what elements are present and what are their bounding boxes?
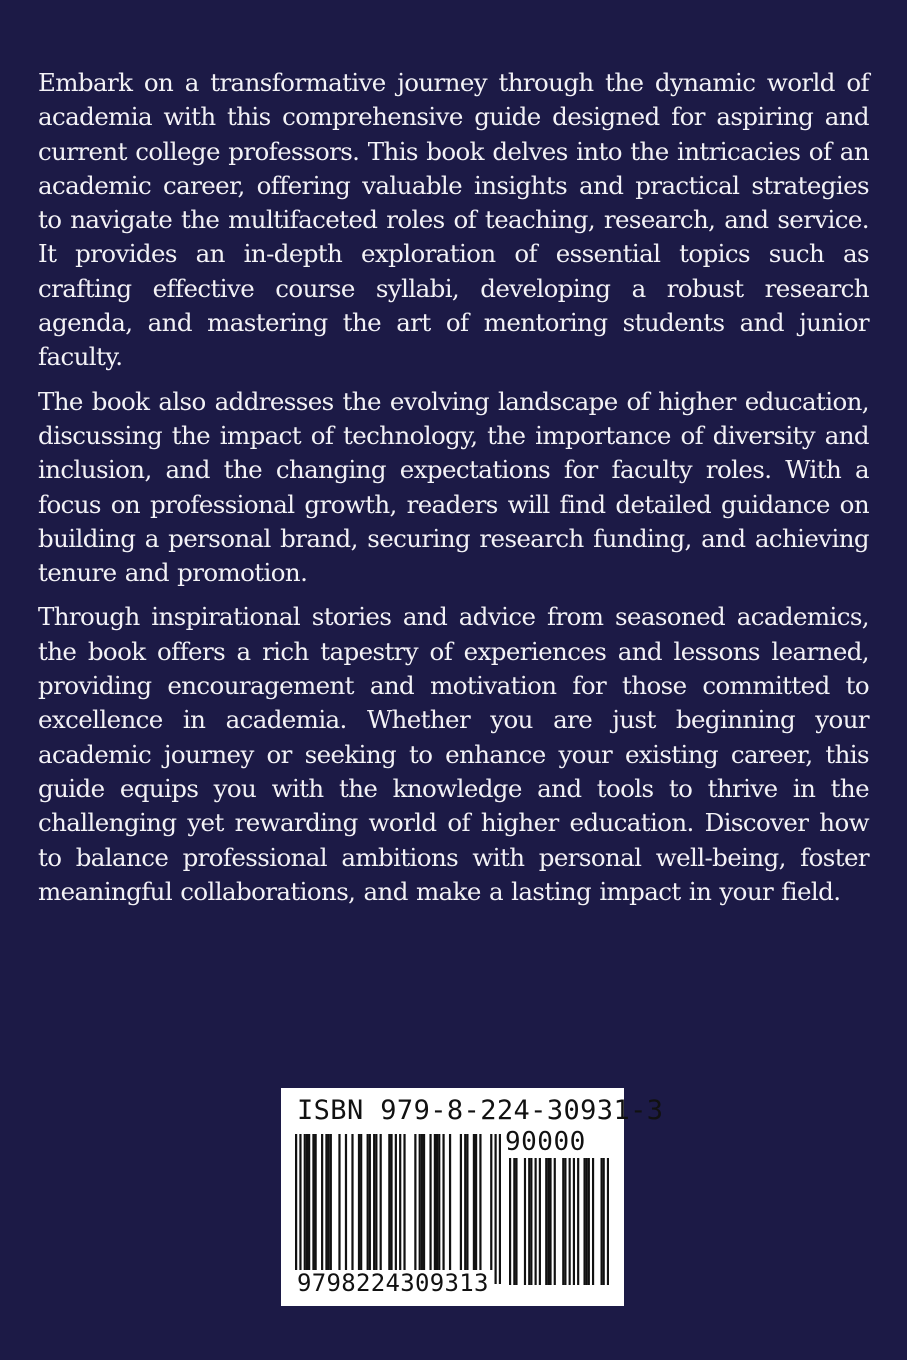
barcode-bar [328,1134,330,1270]
barcode-bar [380,1134,382,1270]
barcode-bar [414,1134,416,1270]
barcode-bar [473,1134,475,1270]
addon-bar [577,1158,579,1285]
addon-bar [539,1158,541,1285]
barcode-bar [475,1134,477,1270]
barcode-bar [321,1134,323,1270]
description-paragraph-1: Embark on a transformative journey through the dynamic world of academia with this comprehensive guide designed for aspiring and current college professors. This book delves into the intricacies of an academic career, offering valuable insights and practical strategies to navigate the multifaceted roles of teaching, research, and service. It provides an in-depth exploration of essential topics such as crafting effective course syllabi, developing a robust research agenda, and mastering the art of mentoring students and junior faculty. [38,68,869,372]
barcode-digits: 9798224309313 [297,1269,489,1297]
barcode-bar [360,1134,362,1270]
barcode-bar [295,1134,297,1284]
addon-bar [545,1158,547,1285]
barcode-bar [421,1134,423,1270]
barcode-bar [304,1134,306,1270]
barcode-bar [312,1134,314,1270]
addon-barcode-bars [509,1158,609,1285]
barcode-bar [494,1134,496,1284]
price-code: 90000 [505,1127,586,1157]
addon-bar [524,1158,526,1285]
barcode-bar [464,1134,466,1270]
barcode-bar [436,1134,438,1270]
barcode-bar [375,1134,377,1270]
addon-bar [583,1158,585,1285]
addon-bar [592,1158,594,1285]
barcode-bar [390,1134,392,1270]
barcode-bar [449,1134,451,1270]
barcode-bar [499,1134,501,1284]
addon-bar [569,1158,571,1285]
barcode-bar [442,1134,444,1270]
barcode-bar [345,1134,347,1270]
barcode-bar [479,1134,481,1270]
addon-bar [588,1158,590,1285]
barcode-bar [358,1134,360,1270]
addon-bar [603,1158,605,1285]
addon-bar [573,1158,575,1285]
barcode-bar [466,1134,468,1270]
barcode-bar [419,1134,421,1270]
addon-bar [562,1158,564,1285]
barcode-bar [338,1134,340,1270]
barcode-bar [388,1134,390,1270]
barcode-bar [490,1134,492,1270]
addon-bar [515,1158,517,1285]
barcode-bar [399,1134,401,1284]
barcode-bar [373,1134,375,1270]
barcode-bar [351,1134,353,1270]
barcode-bar [367,1134,369,1270]
barcode-bar [395,1134,397,1284]
description-paragraph-2: The book also addresses the evolving landscape of higher education, discussing the impact of technology, the importance of diversity and inclusion, and the changing expectations for faculty roles. With a focus on professional growth, readers will find detailed guidance on building a personal brand, securing research funding, and achieving tenure and promotion. [38,386,869,588]
description-paragraph-3: Through inspirational stories and advice from seasoned academics, the book offers a rich tapestry of experiences and lessons learned, providing encouragement and motivation for those committed to excellence in academia. Whether you are just beginning your academic journey or seeking to enhance your existing career, this guide equips you with the knowledge and tools to thrive in the challenging yet rewarding world of higher education. Discover how to balance professional ambitions with personal well-being, foster meaningful collaborations, and make a lasting impact in your field. [38,602,869,906]
barcode-bar [306,1134,308,1270]
barcode-bar [423,1134,425,1270]
addon-bar [586,1158,588,1285]
addon-bar [554,1158,556,1285]
barcode-bar [438,1134,440,1270]
book-description [38,66,869,919]
barcode-bar [325,1134,327,1270]
addon-bar [513,1158,515,1285]
barcode-bar [460,1134,462,1270]
barcode-bar [308,1134,310,1270]
addon-bar [530,1158,532,1285]
barcode-bar [434,1134,436,1270]
addon-bar [547,1158,549,1285]
addon-bar [600,1158,602,1285]
barcode-bar [429,1134,431,1270]
barcode-bar [315,1134,317,1270]
barcode-bar [330,1134,332,1270]
barcode-bar [369,1134,371,1270]
addon-bar [535,1158,537,1285]
addon-bar [549,1158,551,1285]
addon-bar [564,1158,566,1285]
addon-bar [509,1158,511,1285]
ean-barcode-bars [295,1134,501,1284]
addon-bar [607,1158,609,1285]
addon-bar [528,1158,530,1285]
barcode-bar [403,1134,405,1270]
barcode-bar [299,1134,301,1284]
isbn-barcode [281,1088,664,1306]
isbn-label: ISBN 979-8-224-30931-3 [297,1095,664,1126]
